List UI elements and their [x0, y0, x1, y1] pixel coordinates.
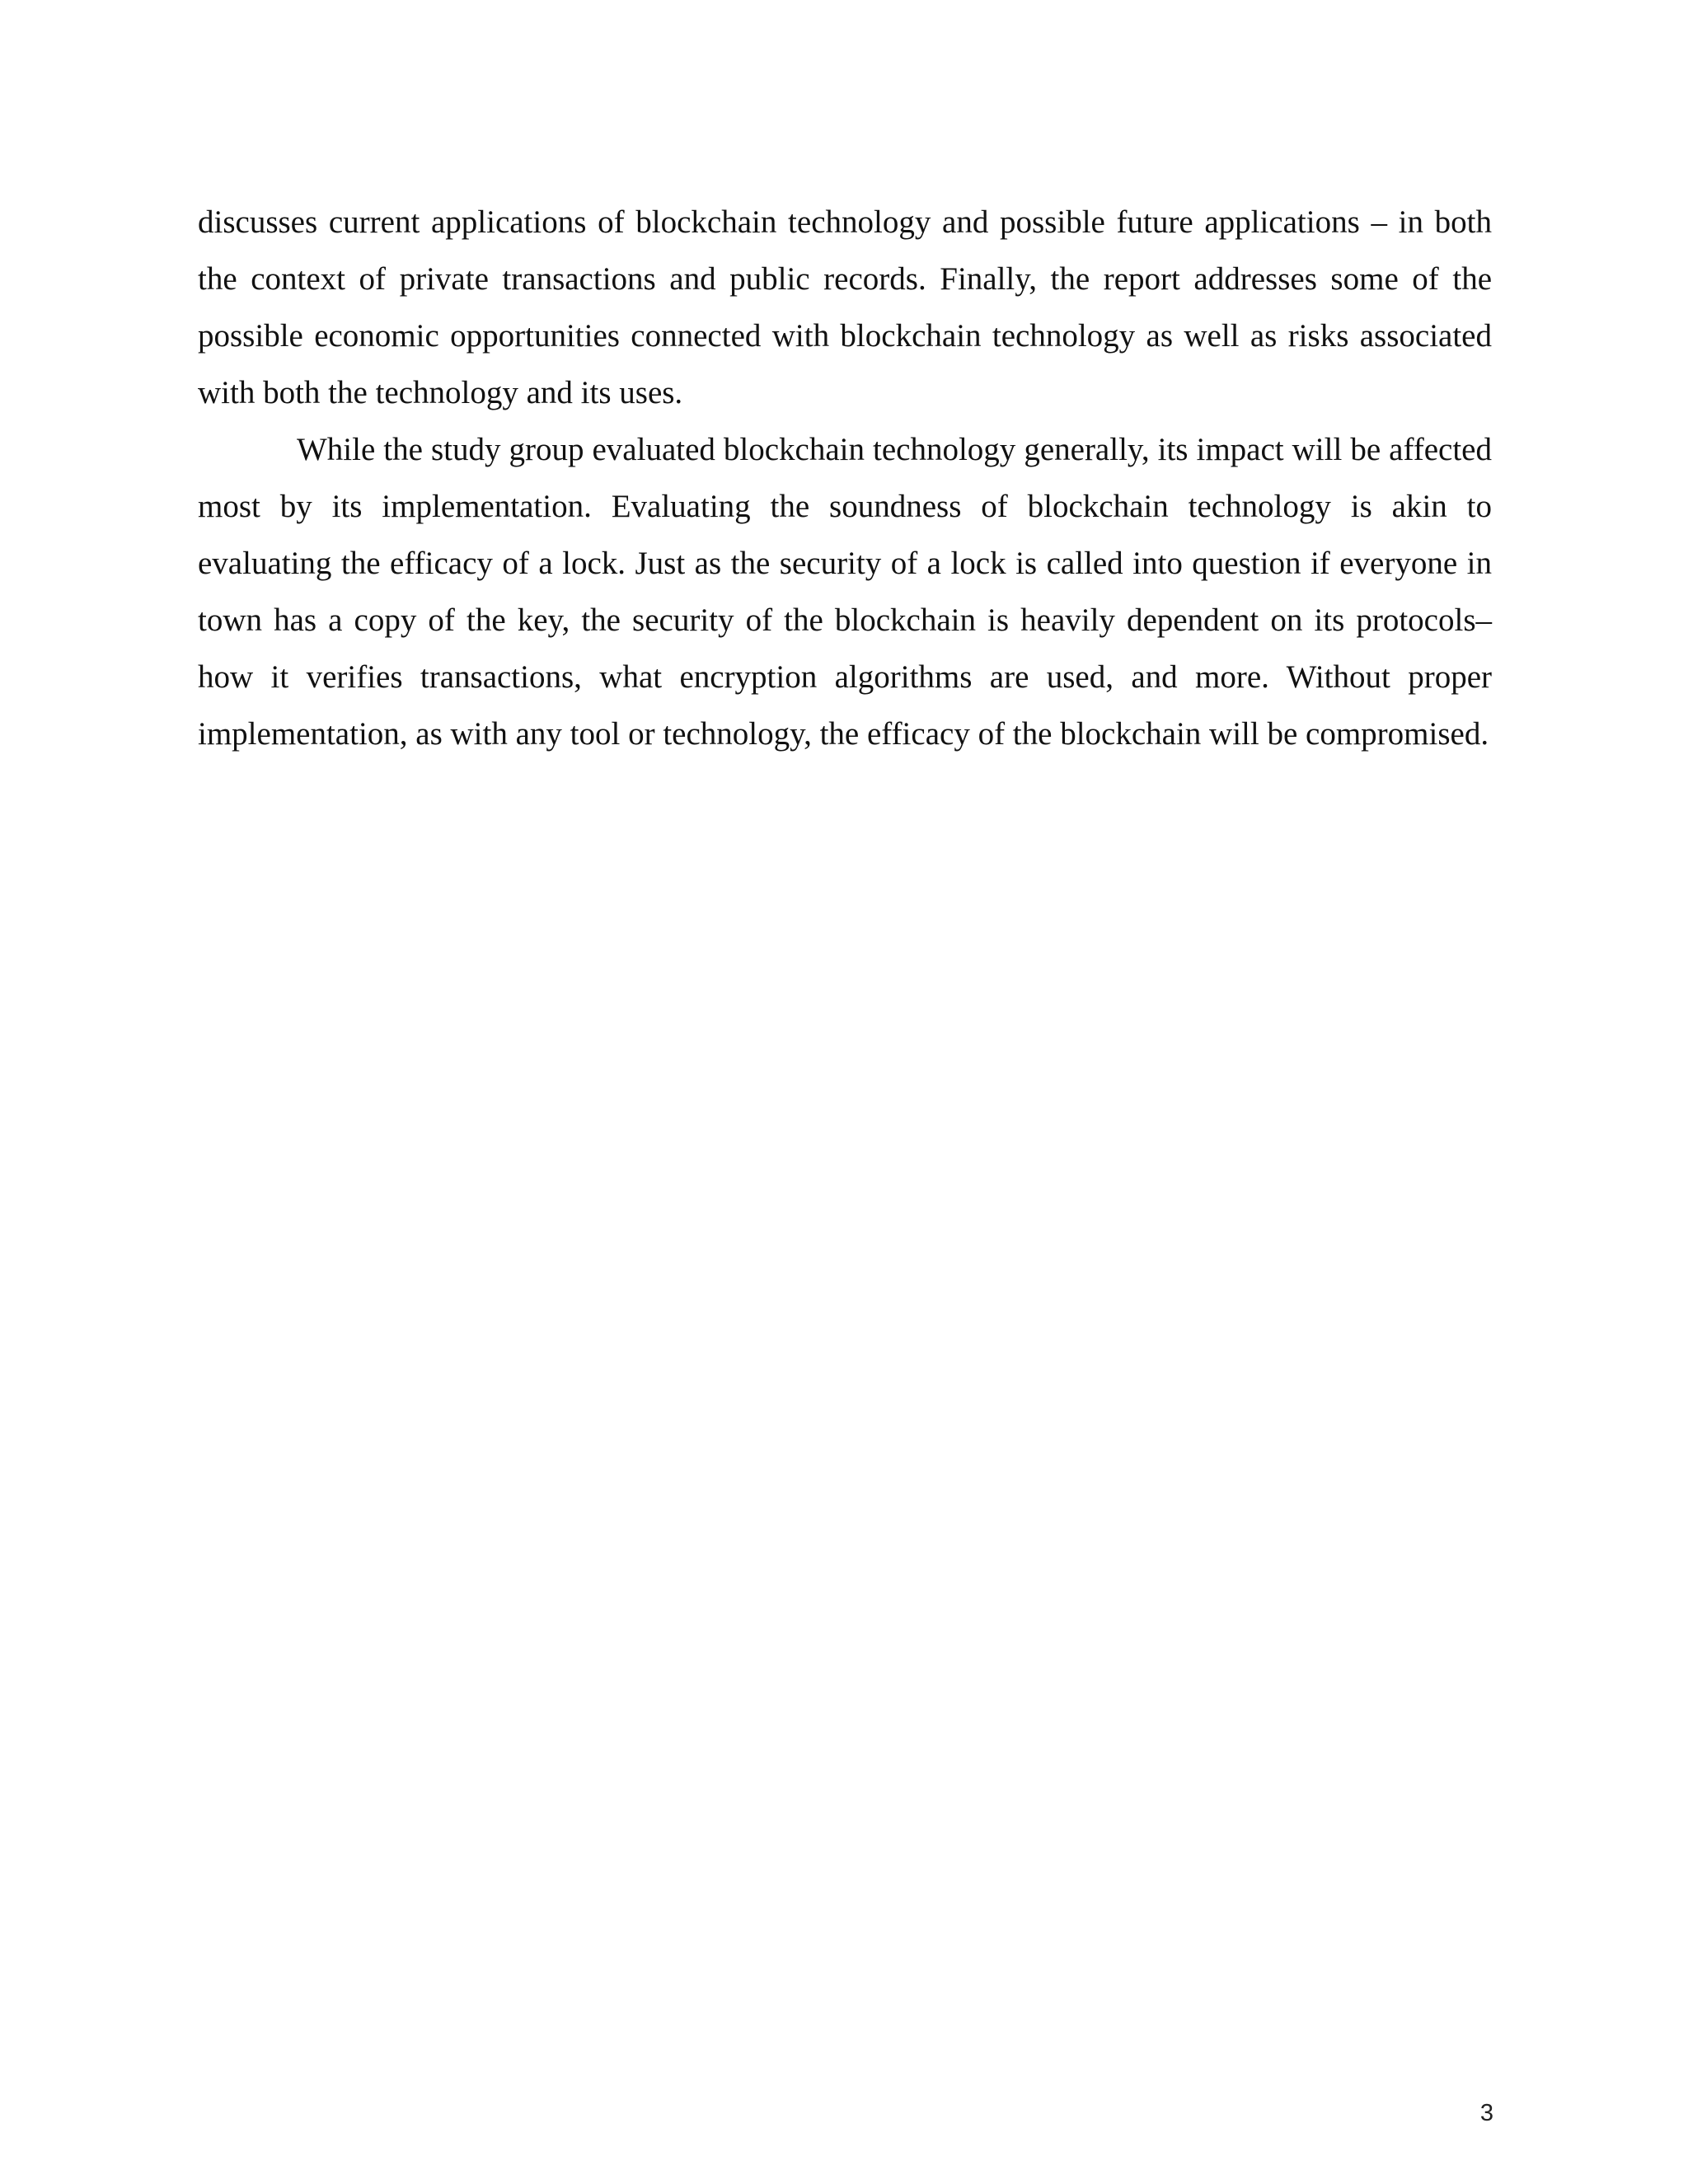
paragraph-continuation: discusses current applications of blockchain technology and possible future applications – in both the context of private transactions and public records. Finally, the report addresses some of the possible economic opportunities connected with blockchain technology as well as risks associated with both the technology and its uses. [198, 204, 1492, 410]
body-text [198, 194, 1492, 762]
page-number: 3 [1479, 2100, 1493, 2126]
paragraph-implementation: While the study group evaluated blockchain technology generally, its impact will be affected most by its implementation. Evaluating the soundness of blockchain technology is akin to evaluating the efficacy of a lock. Just as the security of a lock is called into question if everyone in town has a copy of the key, the security of the blockchain is heavily dependent on its protocols– how it verifies transactions, what encryption algorithms are used, and more. Without proper implementation, as with any tool or technology, the efficacy of the blockchain will be compromised. [198, 432, 1492, 752]
